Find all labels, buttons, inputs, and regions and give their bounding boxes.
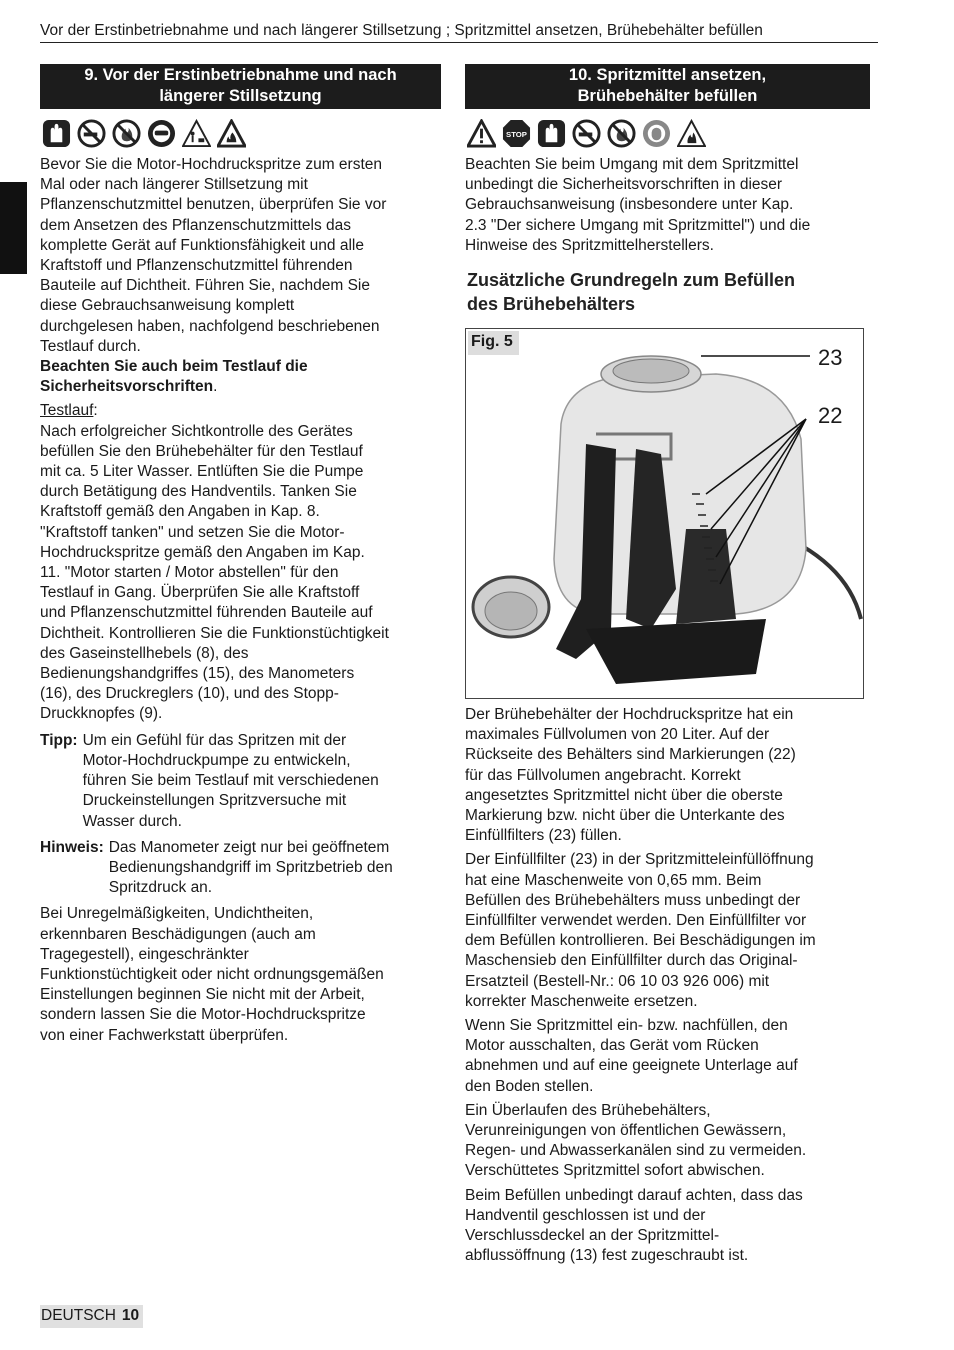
no-fire-icon (112, 119, 141, 148)
refill-paragraph: Wenn Sie Spritzmittel ein- bzw. nachfüllen, den Motor ausschalten, das Gerät vom Rücken abnehmen und auf eine geeignete Unterlage auf den Boden stellen. (465, 1017, 798, 1095)
filter-paragraph: Der Einfüllfilter (23) in der Spritzmitteleinfüllöffnung hat eine Maschenweite von 0,65 mm. Beim Befüllen des Brühebehälters muss unbedingt der Einfüllfilter verwendet werden. Den Einfüllfilter vor dem Befüllen kontrollieren. Bei Beschädigungen im Maschensieb den Einfüllfilter durch das Original- Ersatzteil (Bestell-Nr.: 06 10 03 926 006) mit korrekter Maschenweite ersetzen. (465, 851, 816, 1010)
testlauf-paragraph: Nach erfolgreicher Sichtkontrolle des Gerätes befüllen Sie den Brühebehälter für den Testlauf mit ca. 5 Liter Wasser. Entlüften Sie die Pumpe durch Betätigung des Handventils. Tanken Sie Kraftstoff gemäß den Angaben in Kap. 8. "Kraftstoff tanken" und setzen Sie die Motor- Hochdruckspritze gemäß den Angaben im Kap. 11. "Motor starten / Motor abstellen" für den Testlauf in Gang. Überprüfen Sie alle Kraftstoff und Pflanzenschutzmittel führenden Bauteile auf Dichtheit. Kontrollieren Sie die Funktionstüchtigkeit des Gaseinstellhebels (8), des Bedienungshandgriffes (15), des Manometers (16), des Druckreglers (10), und des Stopp- Druckknopfes (9). (40, 422, 389, 723)
no-fire-icon (607, 119, 636, 148)
face-protection-icon (147, 119, 176, 148)
filling-rules-heading: Zusätzliche Grundregeln zum Befüllen des Brühebehälters (467, 270, 796, 315)
page-number: 10 (121, 1307, 140, 1324)
hint-note: Hinweis: Das Manometer zeigt nur bei geöffnetem Bedienungshandgriff im Spritzbetrieb den Spritzdruck an. (40, 838, 393, 897)
page-footer (40, 1305, 143, 1328)
warning-icon (467, 119, 496, 148)
section-9-heading: 9. Vor der Erstinbetriebnahme und nach längerer Stillsetzung (40, 64, 441, 109)
safety-note-bold: Beachten Sie auch beim Testlauf die Sicherheitsvorschriften. (40, 358, 308, 396)
face-protection-icon (642, 119, 671, 148)
left-column (40, 64, 441, 1046)
language-tab-marker (0, 182, 27, 274)
valve-paragraph: Beim Befüllen unbedingt darauf achten, dass das Handventil geschlossen ist und der Verschlussdeckel an der Spritzmittel- abflussöffnung (13) fest zugeschraubt ist. (465, 1186, 803, 1265)
hot-surface-warning-icon (217, 119, 246, 148)
overflow-paragraph: Ein Überlaufen des Brühebehälters, Verunreinigungen von öffentlichen Gewässern, Regen- und Abwasserkanälen sind zu vermeiden. Verschüttetes Spritzmittel sofort abwischen. (465, 1101, 807, 1180)
safety-icons-left (42, 119, 441, 149)
callout-22: 22 (818, 403, 843, 429)
footer-language: DEUTSCH (41, 1307, 116, 1324)
no-smoking-icon (77, 119, 106, 148)
testlauf-label: Testlauf: (40, 402, 98, 420)
safety-icons-right (467, 119, 870, 149)
volume-paragraph: Der Brühebehälter der Hochdruckspritze hat ein maximales Füllvolumen von 20 Liter. Auf der Rückseite des Behälters sind Markierungen (22) für das Füllvolumen angebracht. Korrekt angesetztes Spritzmittel nicht über die oberste Markierung bzw. nicht über die Unterkante des Einfüllfilters (23) füllen. (465, 706, 796, 845)
irregularities-paragraph: Bei Unregelmäßigkeiten, Undichtheiten, erkennbaren Beschädigungen (auch am Tragegestell), eingeschränkter Funktionstüchtigkeit oder nicht ordnungsgemäßen Einstellungen beginnen Sie nicht mit der Arbeit, sondern lassen Sie die Motor-Hochdruckspritze von einer Fachwerkstatt überprüfen. (40, 905, 384, 1044)
stop-icon (502, 119, 531, 148)
handling-paragraph: Beachten Sie beim Umgang mit dem Spritzmittel unbedingt die Sicherheitsvorschriften in dieser Gebrauchsanweisung (insbesondere unter Kap. 2.3 "Der sichere Umgang mit Spritzmittel") und die Hinweise des Spritzmittelherstellers. (465, 156, 811, 254)
svg-text:STOP: STOP (506, 129, 527, 139)
tip-note: Tipp: Um ein Gefühl für das Spritzen mit der Motor-Hochdruckpumpe zu entwickeln, führen Sie beim Testlauf mit verschiedenen Druckeinstellungen Spritzversuche mit Wasser durch. (40, 731, 379, 830)
intro-paragraph: Bevor Sie die Motor-Hochdruckspritze zum ersten Mal oder nach längerer Stillsetzung mit Pflanzenschutzmittel benutzen, überprüfen Sie vor dem Ansetzen des Pflanzenschutzmittels das komplette Gerät auf Funktionsfähigkeit und alle Kraftstoff und Pflanzenschutzmittel führenden Bauteile auf Dichtheit. Führen Sie, nachdem Sie diese Gebrauchsanweisung komplett durchgelesen haben, nachfolgend beschriebenen Testlauf durch. (40, 156, 387, 355)
fire-warning-icon (677, 119, 706, 148)
keep-distance-icon (182, 119, 211, 148)
figure-5 (465, 328, 864, 699)
gloves-icon (537, 119, 566, 148)
gloves-icon (42, 119, 71, 148)
callout-23: 23 (818, 345, 843, 371)
section-10-heading: 10. Spritzmittel ansetzen, Brühebehälter befüllen (465, 64, 870, 109)
figure-label: Fig. 5 (468, 331, 519, 355)
running-header: Vor der Erstinbetriebnahme und nach längerer Stillsetzung ; Spritzmittel ansetzen, Brühebehälter befüllen (40, 22, 878, 43)
no-smoking-icon (572, 119, 601, 148)
right-column (465, 64, 870, 1267)
sprayer-illustration (466, 329, 863, 698)
